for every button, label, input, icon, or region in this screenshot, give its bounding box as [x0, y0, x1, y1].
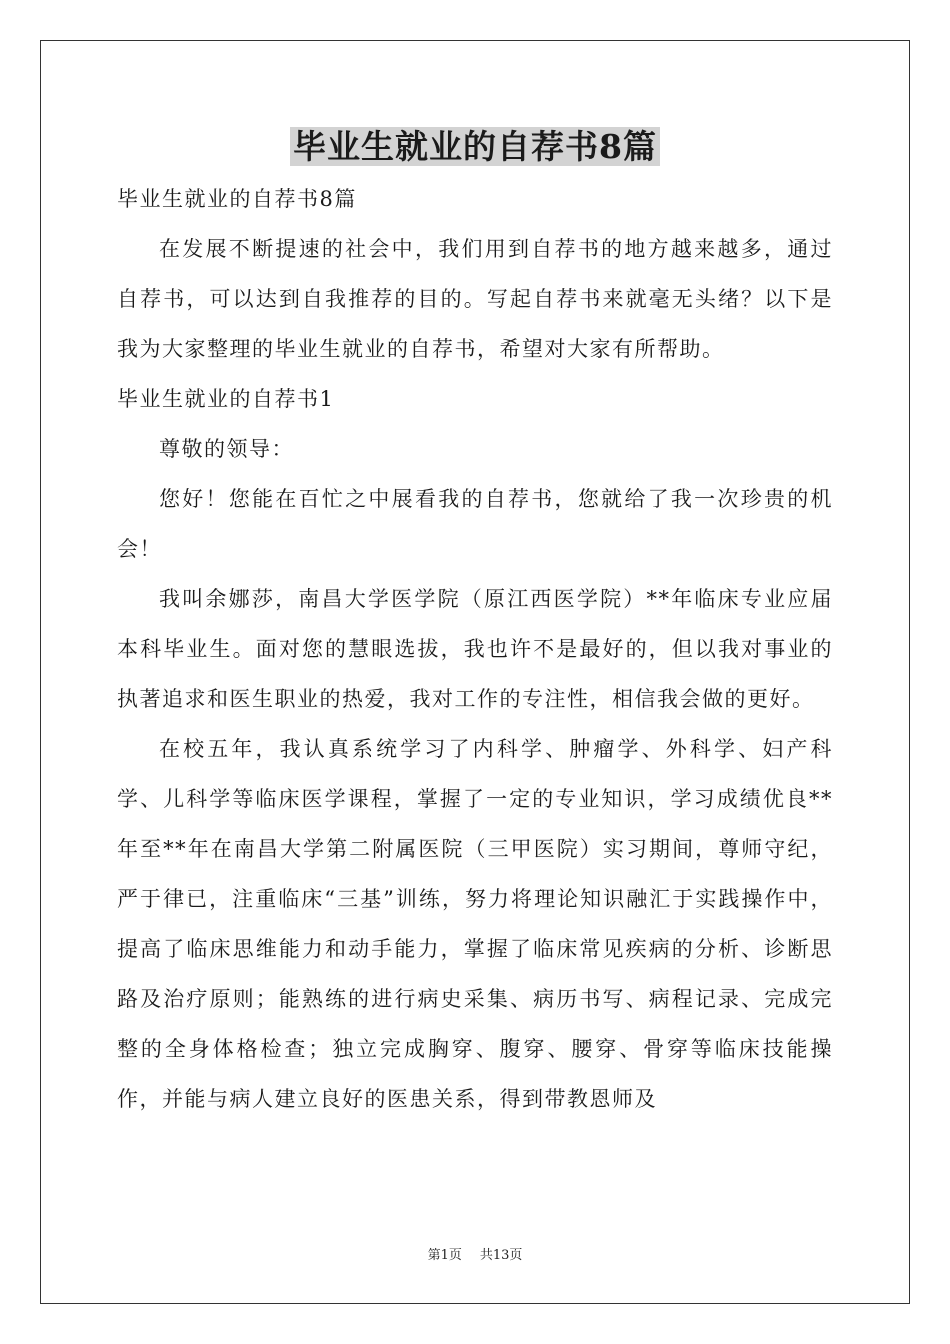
salutation: 尊敬的领导： [159, 437, 294, 461]
page-footer [0, 1247, 950, 1265]
intro-paragraph: 在发展不断提速的社会中，我们用到自荐书的地方越来越多，通过自荐书，可以达到自我推荐的目的。写起自荐书来就毫无头绪？以下是我为大家整理的毕业生就业的自荐书，希望对大家有所帮助。 [117, 237, 833, 361]
document-body [117, 174, 833, 1124]
greeting-paragraph: 您好！您能在百忙之中展看我的自荐书，您就给了我一次珍贵的机会！ [117, 487, 833, 561]
document-title-text: 毕业生就业的自荐书8篇 [290, 127, 660, 166]
document-title [0, 124, 950, 170]
self-introduction-paragraph: 我叫余娜莎，南昌大学医学院（原江西医学院）**年临床专业应届本科毕业生。面对您的慧眼选拔，我也许不是最好的，但以我对事业的执著追求和医生职业的热爱，我对工作的专注性，相信我会做的更好。 [117, 587, 833, 711]
subtitle-line: 毕业生就业的自荐书8篇 [117, 187, 357, 211]
page-number: 第1页 [427, 1248, 462, 1263]
section-heading: 毕业生就业的自荐书1 [117, 387, 335, 411]
page-total: 共13页 [479, 1248, 523, 1263]
study-experience-paragraph: 在校五年，我认真系统学习了内科学、肿瘤学、外科学、妇产科学、儿科学等临床医学课程，掌握了一定的专业知识，学习成绩优良**年至**年在南昌大学第二附属医院（三甲医院）实习期间，尊师守纪，严于律已，注重临床“三基”训练，努力将理论知识融汇于实践操作中，提高了临床思维能力和动手能力，掌握了临床常见疾病的分析、诊断思路及治疗原则；能熟练的进行病史采集、病历书写、病程记录、完成完整的全身体格检查；独立完成胸穿、腹穿、腰穿、骨穿等临床技能操作，并能与病人建立良好的医患关系，得到带教恩师及 [117, 737, 833, 1111]
